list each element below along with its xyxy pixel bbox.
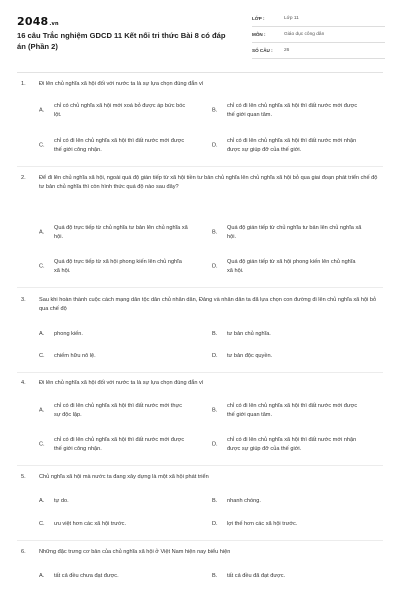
option-c[interactable] — [39, 258, 199, 276]
option-key: D. — [212, 353, 218, 359]
option-text: ưu việt hơn các xã hội trước. — [54, 521, 127, 527]
option-text: tư bản độc quyền. — [227, 353, 273, 359]
question-number: 5. — [21, 474, 26, 480]
meta-row-count — [252, 43, 385, 59]
meta-value: Lớp 11 — [284, 16, 299, 21]
option-text: chỉ có đi lên chủ nghĩa xã hội thì đất nước mới được thế giới quan tâm. — [227, 103, 358, 118]
option-c[interactable] — [39, 520, 199, 529]
option-d[interactable] — [212, 520, 372, 529]
option-c[interactable] — [39, 436, 199, 454]
meta-value: Giáo dục công dân — [284, 32, 325, 37]
meta-label: MÔN : — [252, 32, 266, 37]
option-text: Quá độ trực tiếp từ xã hội phong kiến lên chủ nghĩa xã hội. — [54, 259, 182, 274]
option-key: B. — [212, 331, 218, 337]
question-stem — [21, 296, 381, 314]
option-key: B. — [212, 229, 218, 236]
option-text: tự do. — [54, 498, 69, 504]
logo-domain: .vn — [49, 21, 59, 27]
logo-text: 2048 — [17, 15, 49, 28]
option-a[interactable] — [39, 330, 199, 339]
option-text: chỉ có đi lên chủ nghĩa xã hội thì đất nước mới nhận được sự giúp đỡ của thế giới. — [227, 437, 357, 452]
option-key: C. — [39, 521, 45, 527]
option-text: chỉ có đi lên chủ nghĩa xã hội thì đất nước mới thực sự độc lập. — [54, 403, 183, 418]
option-text: lợi thế hơn các xã hội trước. — [227, 521, 298, 527]
question-divider — [17, 166, 383, 167]
option-text: chỉ có đi lên chủ nghĩa xã hội thì đất nước mới được thế giới quan tâm. — [227, 403, 358, 418]
option-c[interactable] — [39, 137, 199, 155]
option-text: nhanh chóng. — [227, 498, 261, 504]
option-a[interactable] — [39, 102, 199, 120]
document-meta — [252, 11, 385, 59]
option-d[interactable] — [212, 436, 372, 454]
option-key: B. — [212, 107, 218, 114]
question-number: 6. — [21, 549, 26, 555]
option-a[interactable] — [39, 497, 199, 506]
question-divider — [17, 540, 383, 541]
option-b[interactable] — [212, 330, 372, 339]
question-divider — [17, 287, 383, 288]
option-key: A. — [39, 229, 45, 236]
question-stem — [21, 548, 381, 557]
option-key: B. — [212, 498, 218, 504]
option-key: C. — [39, 353, 45, 359]
option-d[interactable] — [212, 258, 372, 276]
question-text: Sau khi hoàn thành cuộc cách mạng dân tộc dân chủ nhân dân, Đảng và nhân dân ta đã lựa chọn con đường đi lên chủ nghĩa xã hội bỏ qua chế độ — [39, 297, 377, 312]
option-key: D. — [212, 521, 218, 527]
question-number: 1. — [21, 81, 26, 87]
option-key: C. — [39, 263, 45, 270]
option-key: C. — [39, 142, 45, 149]
option-key: A. — [39, 498, 45, 504]
option-key: B. — [212, 573, 218, 579]
option-key: D. — [212, 441, 218, 448]
question-text: Để đi lên chủ nghĩa xã hội, ngoài quá độ gián tiếp từ xã hội tiền tư bản chủ nghĩa lên chủ nghĩa xã hội bỏ qua giai đoạn phát triển chế độ tư bản chủ nghĩa thì còn hình thức quá độ nào sau đây? — [39, 175, 378, 190]
question-divider — [17, 465, 383, 466]
option-b[interactable] — [212, 402, 372, 420]
option-a[interactable] — [39, 224, 199, 242]
meta-value: 26 — [284, 48, 290, 53]
option-key: C. — [39, 441, 45, 448]
option-d[interactable] — [212, 137, 372, 155]
option-text: Quá độ gián tiếp từ xã hội phong kiến lên chủ nghĩa xã hội. — [227, 259, 356, 274]
site-logo[interactable] — [17, 15, 59, 28]
option-key: D. — [212, 263, 218, 270]
option-key: D. — [212, 142, 218, 149]
option-text: tư bản chủ nghĩa. — [227, 331, 271, 337]
question-stem — [21, 174, 381, 192]
option-key: A. — [39, 331, 45, 337]
question-text: Chủ nghĩa xã hội mà nước ta đang xây dựng là một xã hội phát triển — [39, 474, 209, 480]
option-a[interactable] — [39, 402, 199, 420]
option-key: A. — [39, 107, 45, 114]
option-b[interactable] — [212, 102, 372, 120]
header-divider — [17, 72, 383, 73]
question-text: Đi lên chủ nghĩa xã hội đối với nước ta là sự lựa chọn đúng đắn vì — [39, 81, 204, 87]
question-number: 3. — [21, 297, 26, 303]
option-b[interactable] — [212, 224, 372, 242]
question-number: 2. — [21, 175, 26, 181]
option-text: chỉ có đi lên chủ nghĩa xã hội thì đất nước mới nhận được sự giúp đỡ của thế giới. — [227, 138, 357, 153]
question-number: 4. — [21, 380, 26, 386]
option-text: chỉ có chủ nghĩa xã hội mới xoá bỏ được áp bức bóc lột. — [54, 103, 186, 118]
option-text: phong kiến. — [54, 331, 83, 337]
page-title: 16 câu Trắc nghiệm GDCD 11 Kết nối tri thức Bài 8 có đáp án (Phần 2) — [17, 31, 226, 51]
option-key: A. — [39, 407, 45, 414]
option-text: tất cả đều chưa đạt được. — [54, 573, 119, 579]
question-stem — [21, 379, 381, 388]
meta-row-subject — [252, 27, 385, 43]
option-text: Quá độ gián tiếp từ chủ nghĩa tư bản lên chủ nghĩa xã hội. — [227, 225, 362, 240]
option-text: chỉ có đi lên chủ nghĩa xã hội thì đất nước mới được thế giới công nhận. — [54, 138, 185, 153]
option-d[interactable] — [212, 352, 372, 361]
page-header — [0, 0, 400, 66]
option-c[interactable] — [39, 352, 199, 361]
question-stem — [21, 473, 381, 482]
option-key: B. — [212, 407, 218, 414]
question-stem — [21, 80, 381, 89]
option-key: A. — [39, 573, 45, 579]
option-text: chỉ có đi lên chủ nghĩa xã hội thì đất nước mới được thế giới công nhận. — [54, 437, 185, 452]
meta-label: SỐ CÂU : — [252, 48, 273, 53]
question-text: Những đặc trưng cơ bản của chủ nghĩa xã hội ở Việt Nam hiện nay biểu hiện — [39, 549, 231, 555]
question-text: Đi lên chủ nghĩa xã hội đối với nước ta là sự lựa chọn đúng đắn vì — [39, 380, 204, 386]
option-text: chiếm hữu nô lệ. — [54, 353, 96, 359]
question-divider — [17, 372, 383, 373]
meta-label: LỚP : — [252, 16, 265, 21]
option-b[interactable] — [212, 572, 372, 581]
option-b[interactable] — [212, 497, 372, 506]
option-a[interactable] — [39, 572, 199, 581]
option-text: tất cả đều đã đạt được. — [227, 573, 286, 579]
option-text: Quá độ trực tiếp từ chủ nghĩa tư bản lên chủ nghĩa xã hội. — [54, 225, 188, 240]
meta-row-class — [252, 11, 385, 27]
